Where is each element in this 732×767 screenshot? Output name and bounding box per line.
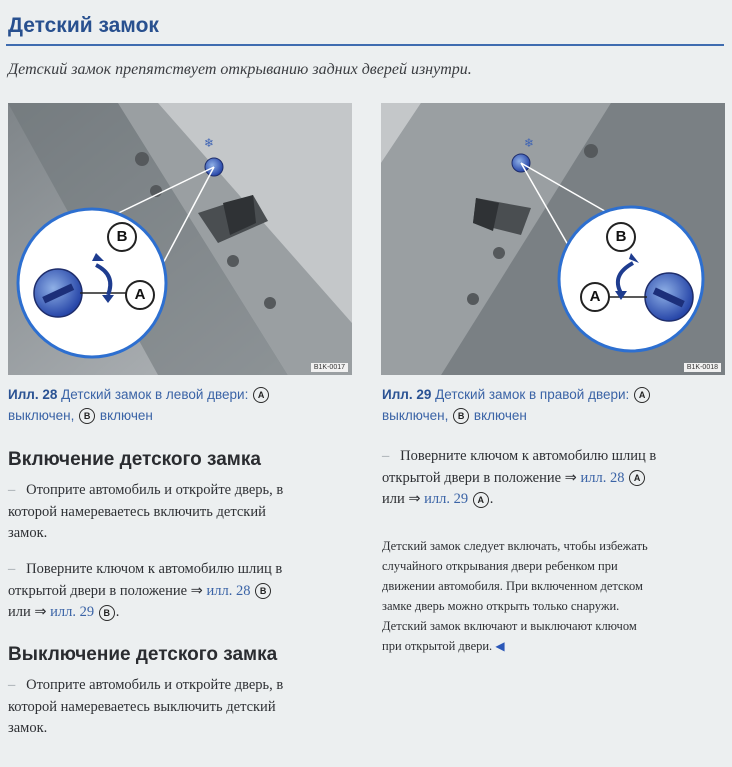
note-line: движении автомобиля. При включенном детском (382, 579, 643, 593)
dash: – (382, 448, 390, 464)
caption-text: Детский замок в левой двери: (61, 387, 249, 402)
text-line: замок. (8, 720, 48, 736)
figure-marker-a: A (134, 286, 146, 303)
figure-link[interactable]: илл. 29 (50, 604, 95, 620)
caption-number: Илл. 28 (8, 387, 58, 402)
marker-b: B (79, 408, 95, 424)
svg-text:❄: ❄ (204, 136, 215, 150)
caption-text: выключен, (382, 408, 449, 423)
figure-link[interactable]: илл. 28 (580, 469, 625, 486)
text-line: которой намереваетесь выключить детский (8, 698, 276, 715)
figure-code: B1K-0017 (311, 363, 348, 372)
disable-step-2 (382, 446, 727, 511)
figure-link[interactable]: илл. 29 (424, 491, 469, 507)
figure-marker-a: A (589, 288, 601, 305)
page-title: Детский замок (8, 14, 159, 37)
page-subtitle: Детский замок препятствует открыванию задних дверей изнутри. (8, 61, 472, 78)
note-line: при открытой двери. (382, 639, 493, 653)
note-paragraph (382, 536, 722, 656)
text-line: замок. (8, 525, 48, 541)
text-fragment: или ⇒ (382, 491, 421, 507)
text-fragment: или ⇒ (8, 604, 47, 620)
enable-step-2 (8, 559, 358, 624)
figure-left-door (8, 103, 352, 375)
note-line: замке дверь можно открыть только снаружи. (382, 599, 620, 613)
text-line: Поверните ключом к автомобилю шлиц в (400, 448, 657, 464)
marker-a: A (634, 387, 650, 403)
dash: – (8, 561, 16, 577)
marker-a: A (253, 387, 269, 403)
caption-text: включен (473, 408, 527, 423)
marker-a: A (473, 492, 489, 508)
marker-b: B (99, 605, 115, 621)
section-heading-enable: Включение детского замка (8, 449, 261, 470)
caption-number: Илл. 29 (382, 387, 432, 402)
caption-text: включен (99, 408, 153, 423)
left-door-illustration (8, 103, 352, 375)
dash: – (8, 677, 16, 693)
figure-code: B1K-0018 (684, 363, 721, 372)
figure-caption-right (382, 384, 727, 426)
text-fragment: . (489, 491, 494, 507)
note-line: Детский замок следует включать, чтобы избежать (382, 539, 648, 553)
marker-a: A (629, 470, 645, 486)
figure-marker-b: B (116, 228, 128, 245)
figure-caption-left (8, 384, 353, 426)
text-line: Поверните ключом к автомобилю шлиц в (26, 561, 283, 577)
marker-b: B (453, 408, 469, 424)
right-door-illustration (381, 103, 725, 375)
svg-text:❄: ❄ (524, 136, 535, 150)
note-line: случайного открывания двери ребенком при (382, 559, 618, 573)
title-divider (6, 44, 724, 46)
text-line: открытой двери в положение ⇒ (382, 469, 577, 486)
text-line: которой намереваетесь включить детский (8, 503, 266, 520)
dash: – (8, 482, 16, 498)
caption-text: Детский замок в правой двери: (435, 387, 630, 402)
caption-text: выключен, (8, 408, 75, 423)
text-fragment: . (115, 604, 120, 620)
note-line: Детский замок включают и выключают ключом (382, 619, 637, 633)
marker-b: B (255, 583, 271, 599)
text-line: Отоприте автомобиль и откройте дверь, в (26, 677, 284, 693)
figure-link[interactable]: илл. 28 (206, 582, 251, 599)
text-line: Отоприте автомобиль и откройте дверь, в (26, 482, 284, 498)
text-line: открытой двери в положение ⇒ (8, 582, 203, 599)
disable-step-1 (8, 675, 358, 740)
enable-step-1 (8, 480, 358, 545)
end-marker-icon: ◀ (495, 639, 505, 653)
section-heading-disable: Выключение детского замка (8, 644, 278, 665)
figure-right-door (381, 103, 725, 375)
figure-marker-b: B (615, 228, 627, 245)
